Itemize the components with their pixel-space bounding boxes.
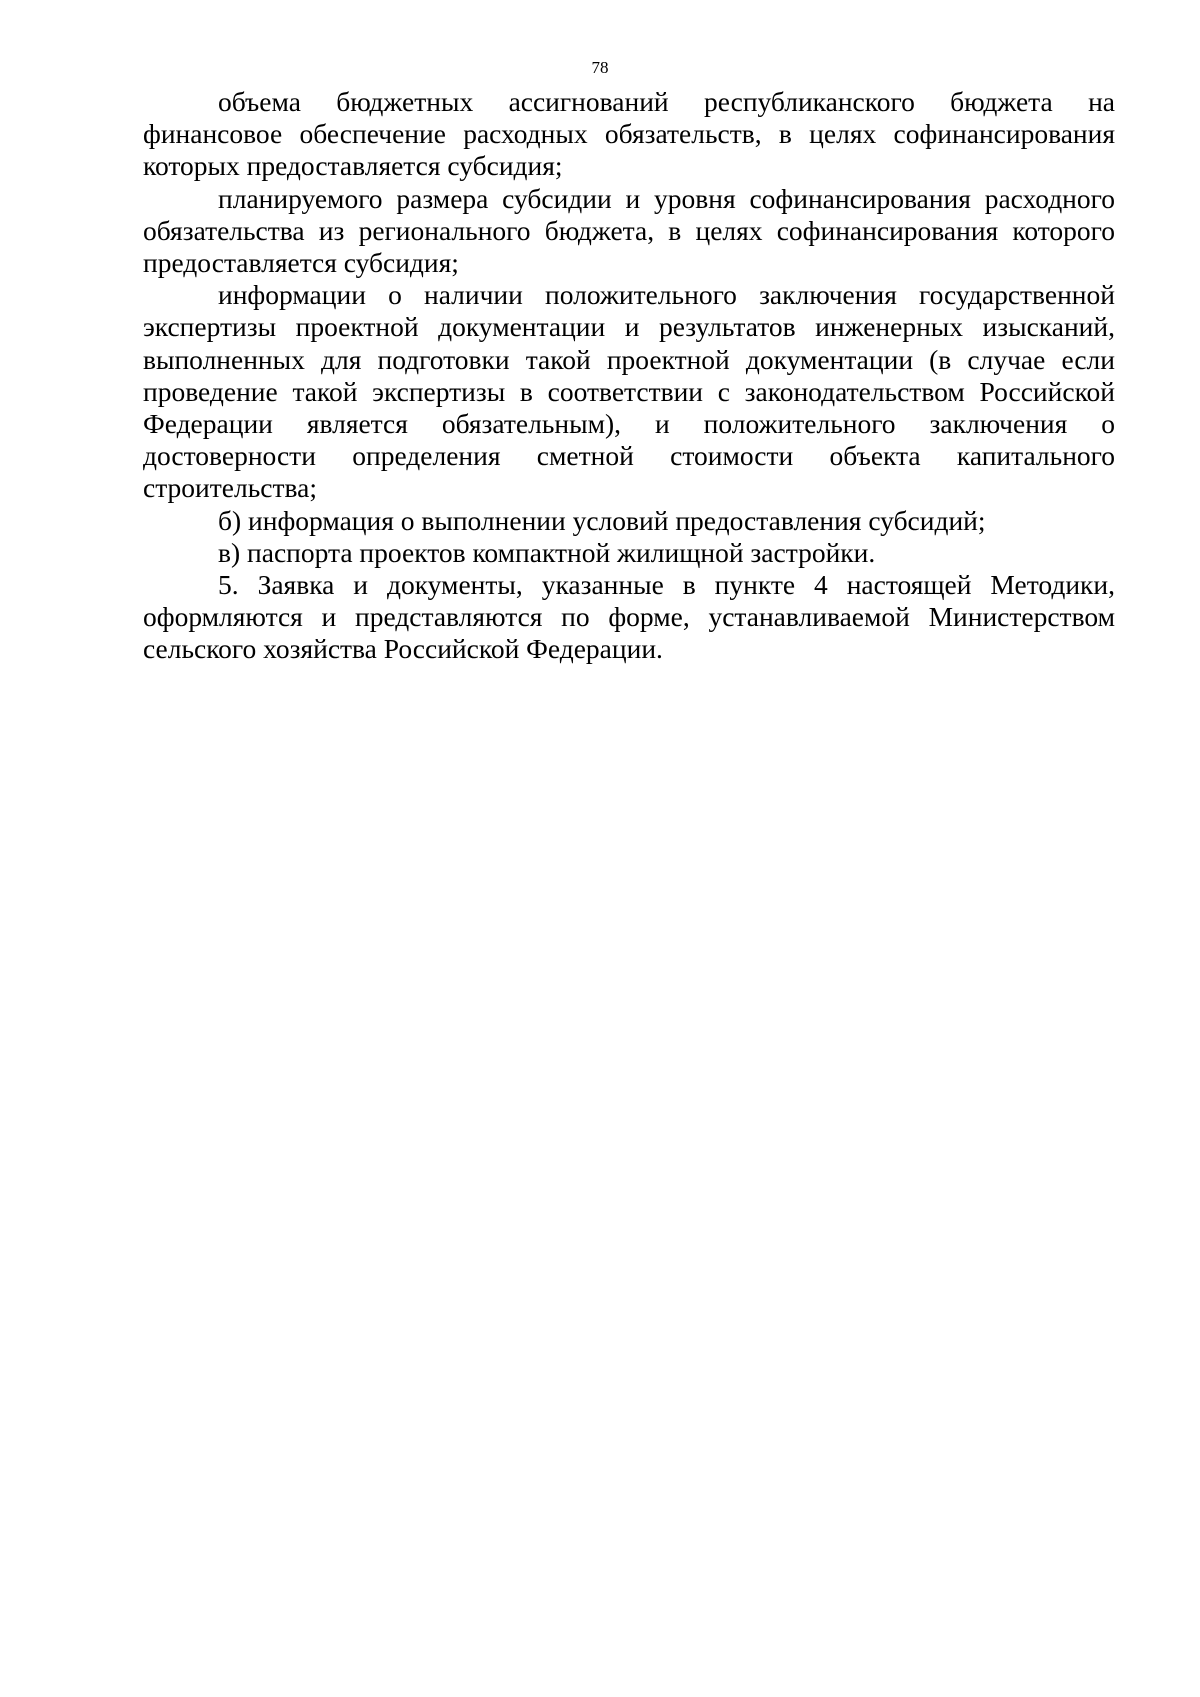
paragraph-section-5: 5. Заявка и документы, указанные в пункте 4 настоящей Методики, оформляются и представляются по форме, устанавливаемой Министерством сельского хозяйства Российской Федерации. xyxy=(143,569,1115,665)
paragraph-budget-allocations: объема бюджетных ассигнований республиканского бюджета на финансовое обеспечение расходных обязательств, в целях софинансирования которых предоставляется субсидия; xyxy=(143,86,1115,182)
paragraph-item-v: в) паспорта проектов компактной жилищной застройки. xyxy=(218,536,876,568)
page-number: 78 xyxy=(591,58,609,77)
document-body xyxy=(143,86,1115,666)
paragraph-expertise-info: информации о наличии положительного заключения государственной экспертизы проектной документации и результатов инженерных изысканий, выполненных для подготовки такой проектной документации (в случае если проведение такой экспертизы в соответствии с законодательством Российской Федерации является обязательным), и положительного заключения о достоверности определения сметной стоимости объекта капитального строительства; xyxy=(143,279,1115,504)
paragraph-item-b: б) информация о выполнении условий предоставления субсидий; xyxy=(218,504,986,536)
paragraph-planned-subsidy: планируемого размера субсидии и уровня софинансирования расходного обязательства из регионального бюджета, в целях софинансирования которого предоставляется субсидия; xyxy=(143,182,1115,279)
